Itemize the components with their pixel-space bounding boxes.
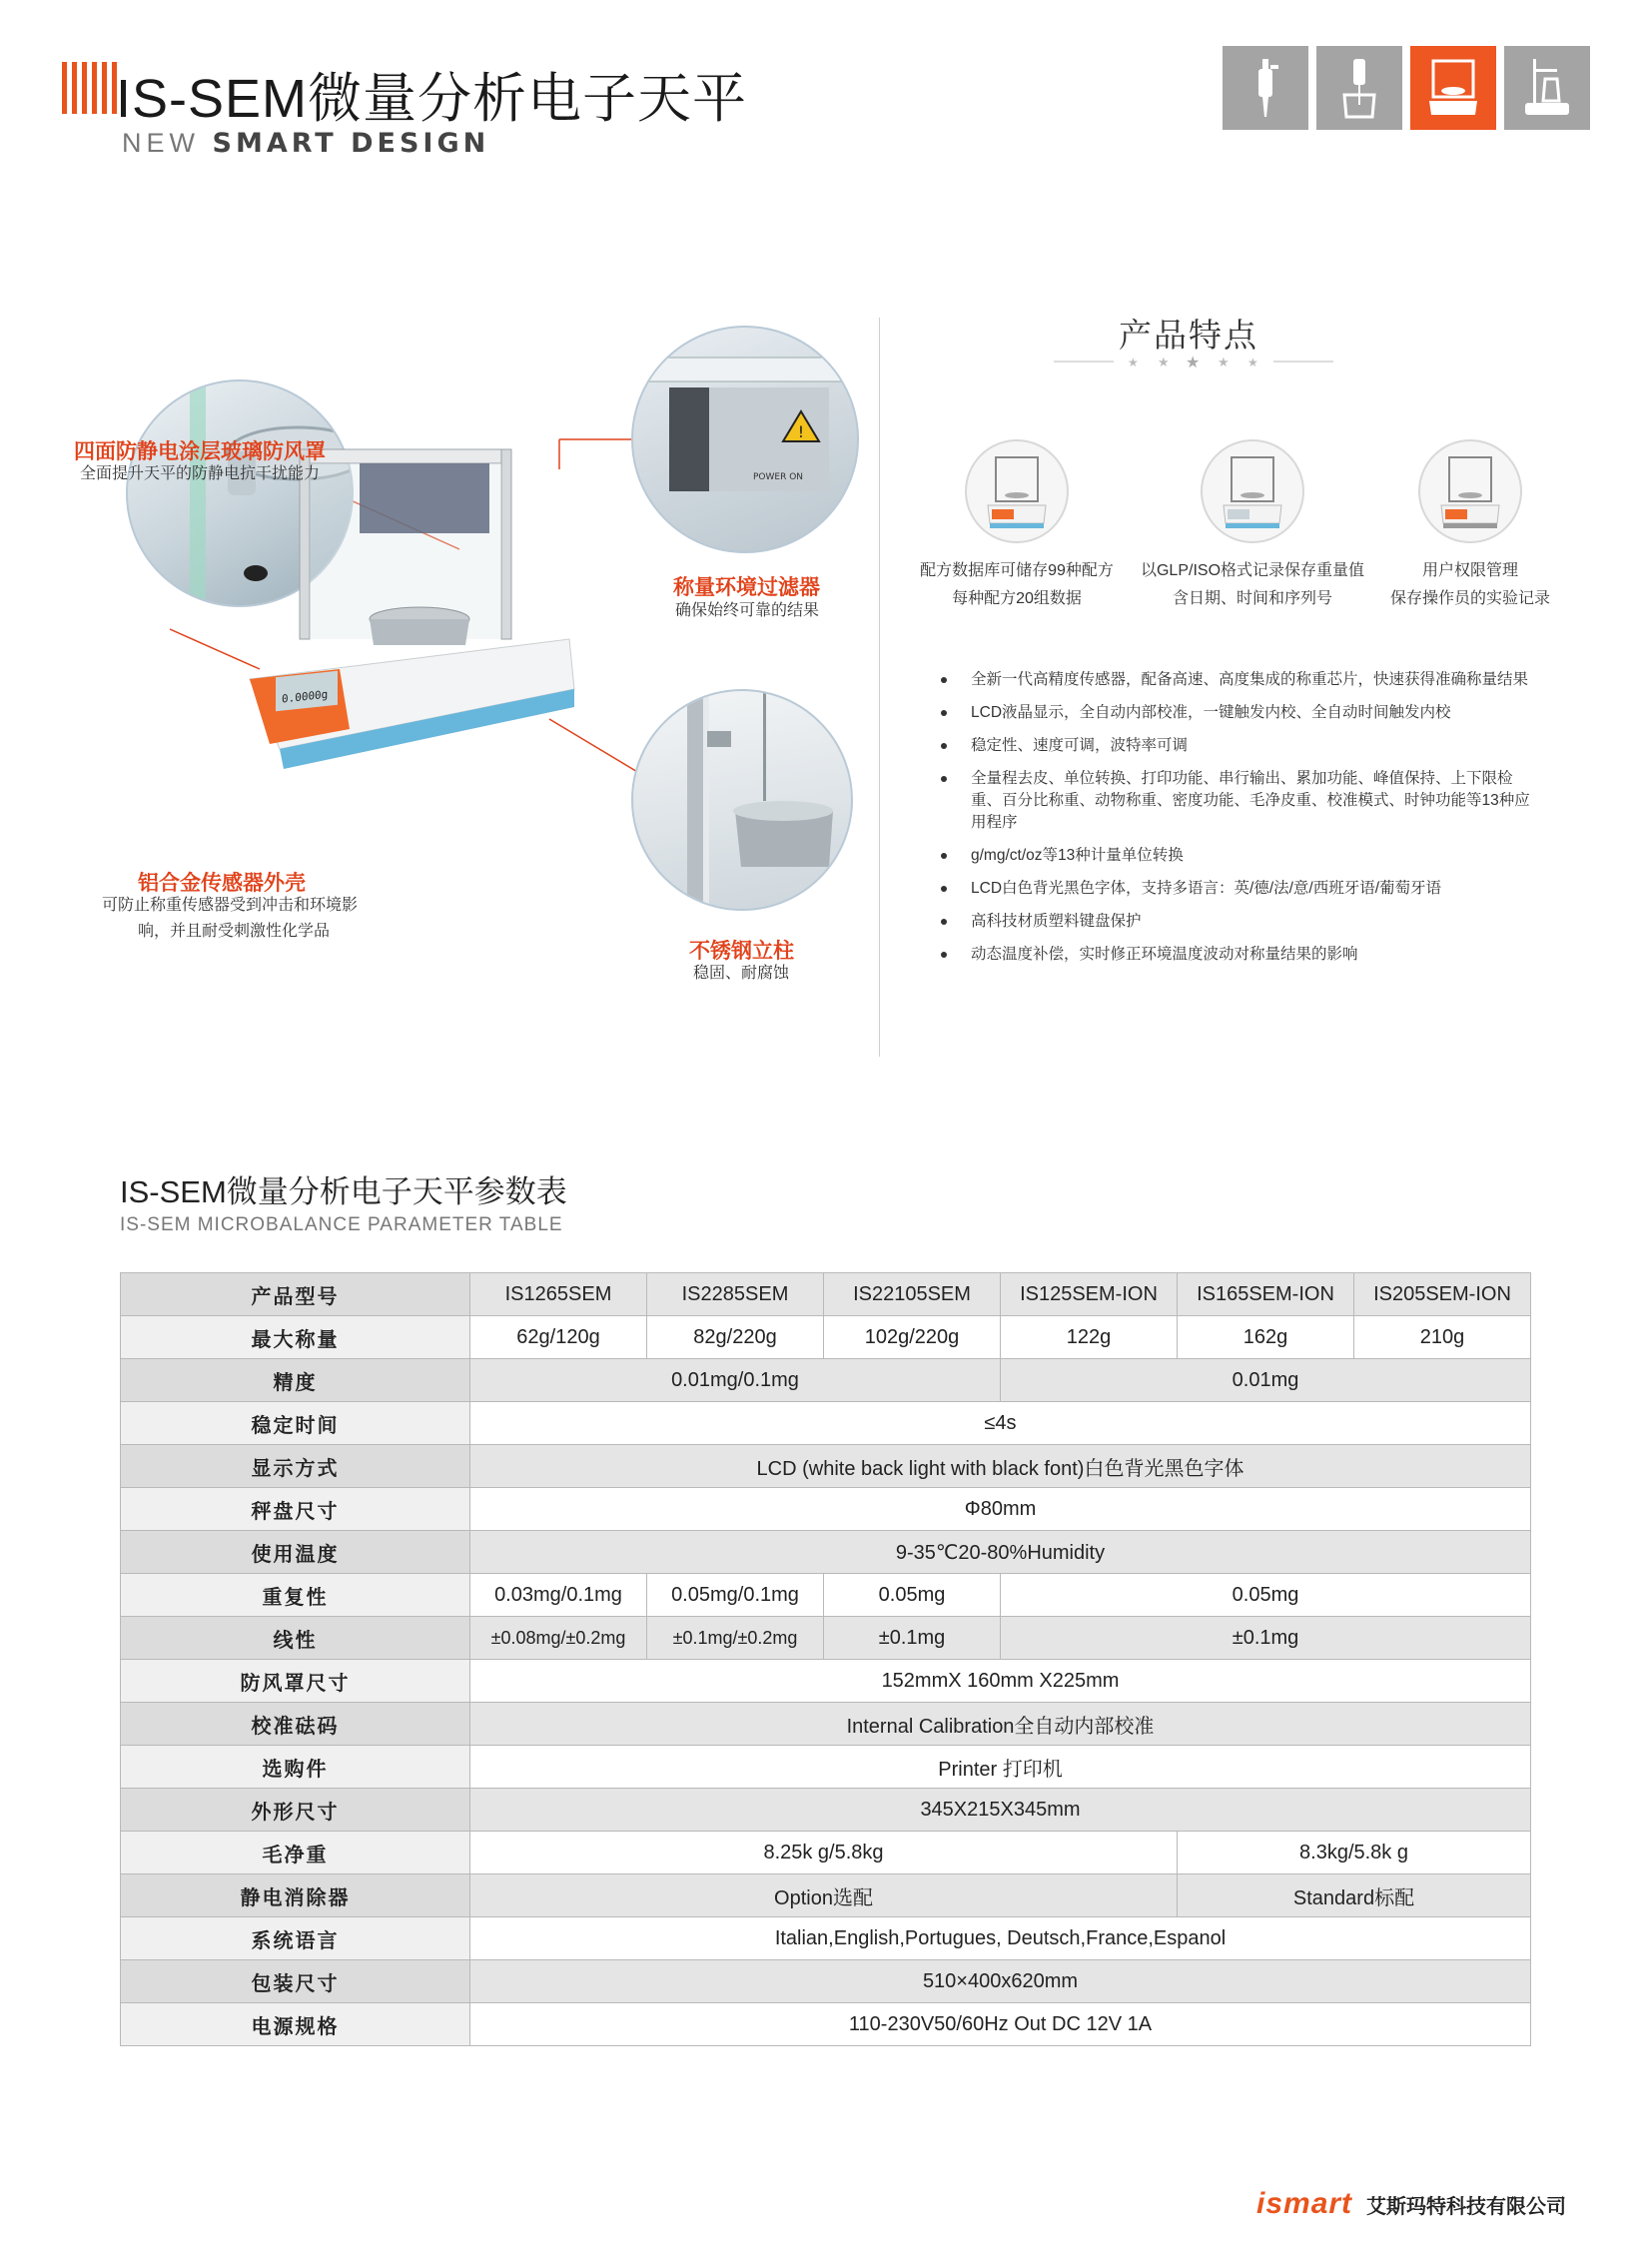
row-label: 校准砝码 <box>121 1703 470 1746</box>
table-cell: 162g <box>1178 1316 1354 1359</box>
footer <box>1256 2187 1566 2221</box>
table-cell: LCD (white back light with black font)白色背光黑色字体 <box>470 1445 1531 1488</box>
pillar-callout-text: 稳固、耐腐蚀 <box>693 965 790 982</box>
pillar-detail-image <box>631 689 853 911</box>
row-label: 电源规格 <box>121 2003 470 2046</box>
subtitle-bold: SMART DESIGN <box>212 128 490 159</box>
row-label: 精度 <box>121 1359 470 1402</box>
table-cell: ±0.1mg <box>824 1617 1001 1660</box>
housing-callout-text-1: 可防止称重传感器受到冲击和环境影 <box>102 897 359 914</box>
balance-thumb-icon <box>965 439 1069 543</box>
list-item: 全量程去皮、单位转换、打印功能、串行输出、累加功能、峰值保持、上下限检重、百分比称重、动物称重、密度功能、毛净皮重、校准模式、时钟功能等13种应用程序 <box>937 768 1536 834</box>
svg-text:★: ★ <box>1186 353 1201 372</box>
pipette-icon[interactable] <box>1223 46 1308 130</box>
row-label: 使用温度 <box>121 1531 470 1574</box>
table-row <box>121 1316 1531 1359</box>
list-item: 高科技材质塑料键盘保护 <box>937 911 1536 933</box>
row-label: 线性 <box>121 1617 470 1660</box>
table-row <box>121 1789 1531 1832</box>
table-cell: ±0.08mg/±0.2mg <box>470 1617 647 1660</box>
stars-decoration <box>1054 352 1333 372</box>
svg-text:POWER ON: POWER ON <box>753 472 804 482</box>
table-cell: 0.05mg <box>824 1574 1001 1617</box>
row-label: 系统语言 <box>121 1917 470 1960</box>
category-icons <box>1223 46 1590 130</box>
table-cell: 122g <box>1001 1316 1178 1359</box>
table-cell: 82g/220g <box>647 1316 824 1359</box>
product-visual <box>74 300 869 1019</box>
section-divider <box>879 318 880 1057</box>
table-cell: 0.01mg/0.1mg <box>470 1359 1001 1402</box>
filter-callout-title: 称量环境过滤器 <box>673 576 820 599</box>
table-cell: 345X215X345mm <box>470 1789 1531 1832</box>
parameter-table <box>120 1272 1531 2046</box>
pillar-callout-title: 不锈钢立柱 <box>689 940 794 963</box>
svg-text:★: ★ <box>1128 356 1139 370</box>
table-row <box>121 1488 1531 1531</box>
row-label: 显示方式 <box>121 1445 470 1488</box>
table-row <box>121 1917 1531 1960</box>
svg-text:★: ★ <box>1218 356 1230 371</box>
svg-text:★: ★ <box>1158 356 1170 371</box>
feature-recipe-line2: 每种配方20组数据 <box>952 590 1082 607</box>
table-row <box>121 2003 1531 2046</box>
homogenizer-icon[interactable] <box>1316 46 1402 130</box>
row-label: 重复性 <box>121 1574 470 1617</box>
row-label: 静电消除器 <box>121 1874 470 1917</box>
brand-logo: ismart <box>1256 2187 1353 2220</box>
housing-callout-text-2: 响，并且耐受刺激性化学品 <box>138 923 331 940</box>
row-label: 产品型号 <box>121 1273 470 1316</box>
table-cell: 110-230V50/60Hz Out DC 12V 1A <box>470 2003 1531 2046</box>
glass-callout-title: 四面防静电涂层玻璃防风罩 <box>74 440 326 463</box>
table-cell: 152mmX 160mm X225mm <box>470 1660 1531 1703</box>
table-cell: 62g/120g <box>470 1316 647 1359</box>
table-row <box>121 1402 1531 1445</box>
stirrer-icon[interactable] <box>1504 46 1590 130</box>
list-item: 动态温度补偿，实时修正环境温度波动对称量结果的影响 <box>937 944 1536 966</box>
table-subtitle: IS-SEM MICROBALANCE PARAMETER TABLE <box>120 1214 563 1235</box>
feature-recipe-line1: 配方数据库可储存99种配方 <box>920 562 1114 579</box>
feature-glp-line2: 含日期、时间和序列号 <box>1172 590 1332 607</box>
table-cell: IS22105SEM <box>824 1273 1001 1316</box>
list-item: 全新一代高精度传感器，配备高速、高度集成的称重芯片，快速获得准确称量结果 <box>937 669 1536 691</box>
row-label: 毛净重 <box>121 1832 470 1874</box>
table-row <box>121 1703 1531 1746</box>
table-cell: ±0.1mg/±0.2mg <box>647 1617 824 1660</box>
table-cell: IS205SEM-ION <box>1354 1273 1531 1316</box>
table-row <box>121 1960 1531 2003</box>
row-label: 防风罩尺寸 <box>121 1660 470 1703</box>
table-row <box>121 1832 1531 1874</box>
housing-callout-title: 铝合金传感器外壳 <box>138 872 306 895</box>
table-row <box>121 1531 1531 1574</box>
table-cell: 0.01mg <box>1001 1359 1531 1402</box>
table-cell: 0.05mg/0.1mg <box>647 1574 824 1617</box>
feature-glp-line1: 以GLP/ISO格式记录保存重量值 <box>1140 562 1365 579</box>
svg-text:★: ★ <box>1247 356 1258 370</box>
table-cell: Italian,English,Portugues, Deutsch,France,Espanol <box>470 1917 1531 1960</box>
svg-text:0.0000g: 0.0000g <box>282 687 329 706</box>
table-row <box>121 1746 1531 1789</box>
row-label: 包装尺寸 <box>121 1960 470 2003</box>
table-cell: Printer 打印机 <box>470 1746 1531 1789</box>
company-name: 艾斯玛特科技有限公司 <box>1366 2195 1567 2218</box>
table-cell: ≤4s <box>470 1402 1531 1445</box>
list-item: LCD白色背光黑色字体，支持多语言：英/德/法/意/西班牙语/葡萄牙语 <box>937 878 1536 900</box>
table-row <box>121 1874 1531 1917</box>
balance-icon[interactable] <box>1410 46 1496 130</box>
table-title: IS-SEM微量分析电子天平参数表 <box>120 1174 567 1209</box>
table-cell: 102g/220g <box>824 1316 1001 1359</box>
balance-thumb-icon <box>1418 439 1522 543</box>
table-cell: Option选配 <box>470 1874 1178 1917</box>
table-cell: ±0.1mg <box>1001 1617 1531 1660</box>
table-cell: 8.3kg/5.8k g <box>1178 1832 1531 1874</box>
table-cell: IS165SEM-ION <box>1178 1273 1354 1316</box>
table-row <box>121 1359 1531 1402</box>
feature-users-line2: 保存操作员的实验记录 <box>1389 590 1550 607</box>
page-title: IS-SEM微量分析电子天平 <box>116 69 748 129</box>
list-item: LCD液晶显示，全自动内部校准，一键触发内校、全自动时间触发内校 <box>937 702 1536 724</box>
filter-callout-text: 确保始终可靠的结果 <box>675 602 820 619</box>
row-label: 最大称量 <box>121 1316 470 1359</box>
features-title: 产品特点 <box>1119 317 1258 354</box>
table-cell: Internal Calibration全自动内部校准 <box>470 1703 1531 1746</box>
row-label: 选购件 <box>121 1746 470 1789</box>
feature-users-line1: 用户权限管理 <box>1421 562 1518 579</box>
table-cell: IS2285SEM <box>647 1273 824 1316</box>
table-cell: IS1265SEM <box>470 1273 647 1316</box>
table-cell: 0.05mg <box>1001 1574 1531 1617</box>
table-cell: Φ80mm <box>470 1488 1531 1531</box>
table-cell: 210g <box>1354 1316 1531 1359</box>
balance-product-image <box>240 439 589 769</box>
table-row <box>121 1617 1531 1660</box>
list-item: g/mg/ct/oz等13种计量单位转换 <box>937 845 1536 867</box>
table-row <box>121 1445 1531 1488</box>
feature-glp <box>1133 439 1372 613</box>
row-label: 外形尺寸 <box>121 1789 470 1832</box>
subtitle-light: NEW <box>122 128 200 158</box>
table-row <box>121 1574 1531 1617</box>
balance-thumb-icon <box>1201 439 1304 543</box>
filter-detail-image <box>631 326 859 553</box>
list-item: 稳定性、速度可调，波特率可调 <box>937 735 1536 757</box>
table-cell: 9-35℃20-80%Humidity <box>470 1531 1531 1574</box>
table-cell: IS125SEM-ION <box>1001 1273 1178 1316</box>
feature-recipe <box>897 439 1137 613</box>
table-row <box>121 1273 1531 1316</box>
page-subtitle <box>122 128 489 159</box>
row-label: 秤盘尺寸 <box>121 1488 470 1531</box>
title-bars-decoration <box>62 62 117 114</box>
table-row <box>121 1660 1531 1703</box>
table-cell: Standard标配 <box>1178 1874 1531 1917</box>
table-cell: 0.03mg/0.1mg <box>470 1574 647 1617</box>
glass-callout-text: 全面提升天平的防静电抗干扰能力 <box>80 465 321 482</box>
table-cell: 8.25k g/5.8kg <box>470 1832 1178 1874</box>
svg-text:!: ! <box>797 422 805 441</box>
table-cell: 510×400x620mm <box>470 1960 1531 2003</box>
feature-users <box>1350 439 1590 613</box>
row-label: 稳定时间 <box>121 1402 470 1445</box>
feature-bullet-list <box>937 669 1536 977</box>
